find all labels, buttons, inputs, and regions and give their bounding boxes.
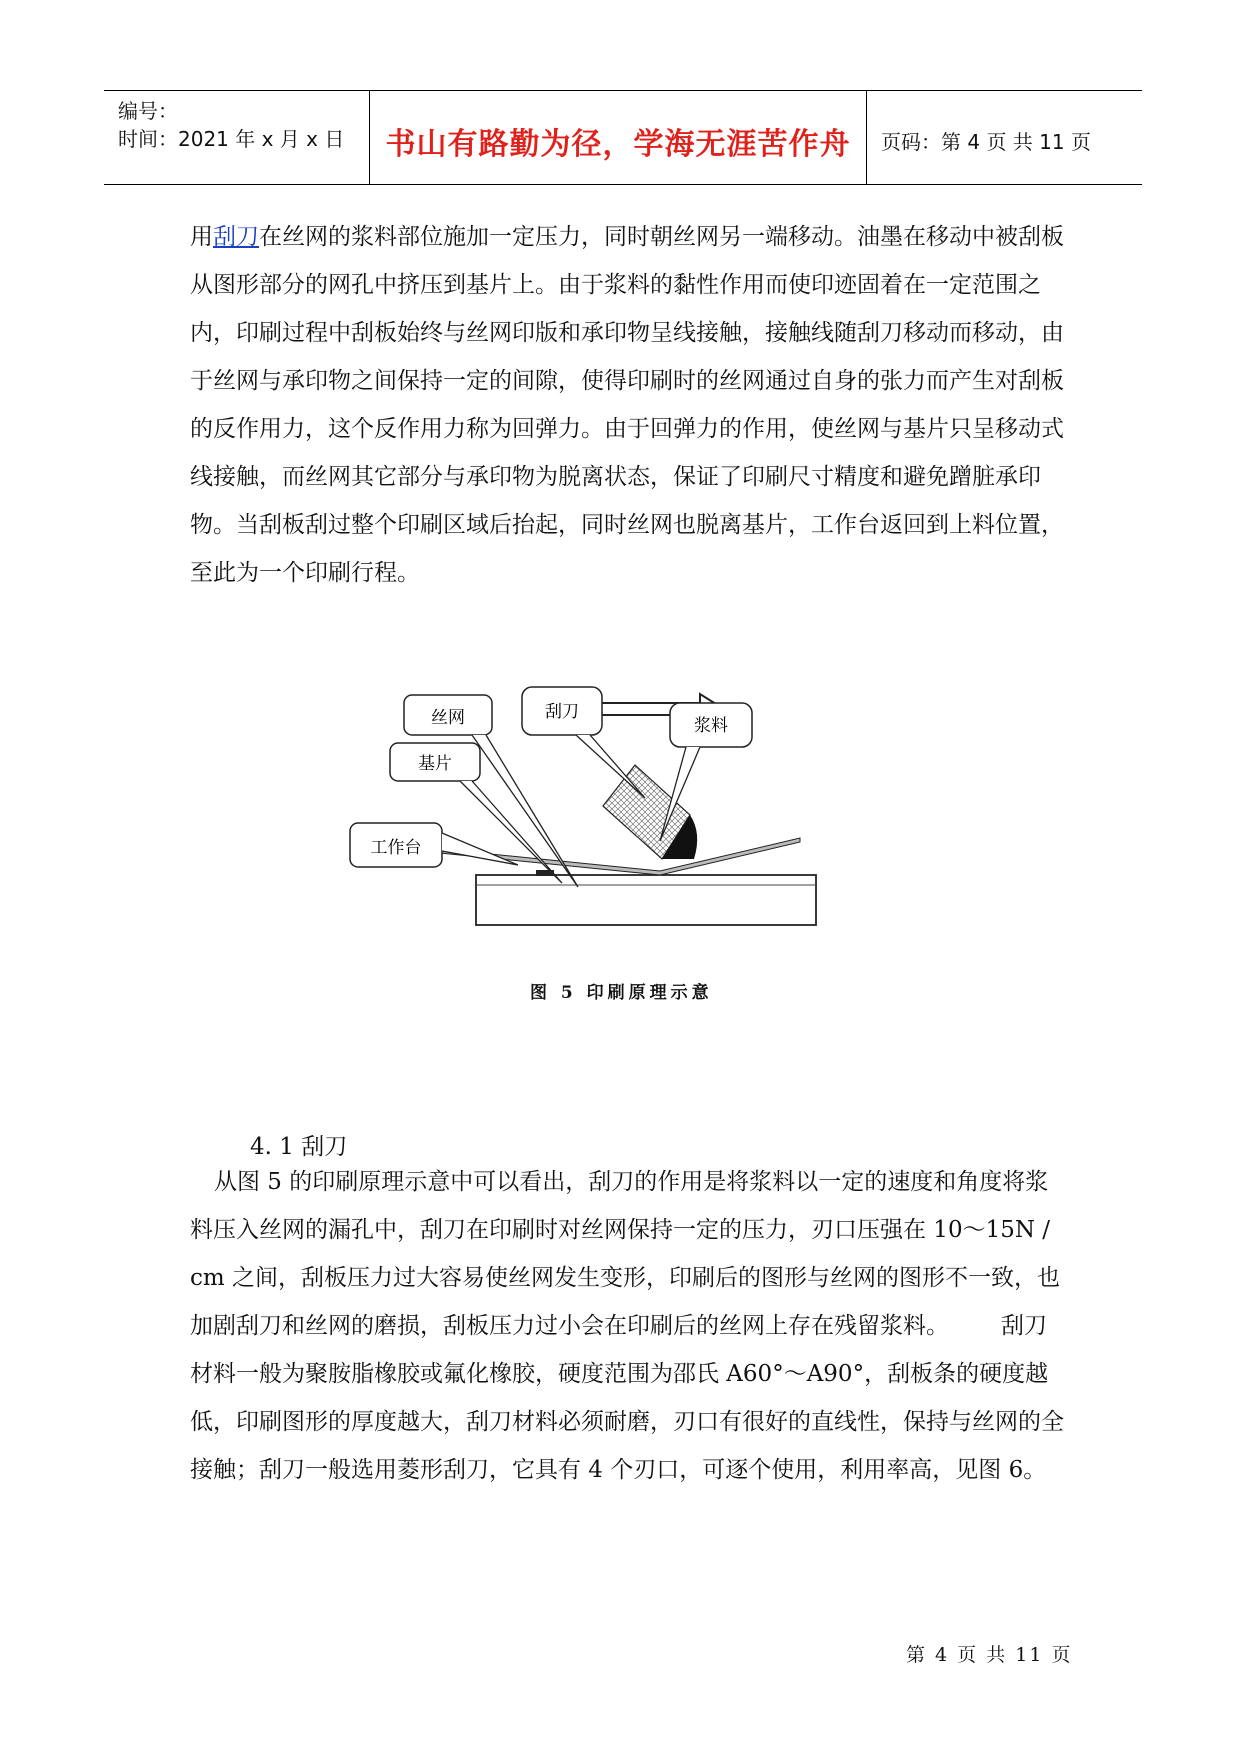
page-label: 页码：第 4 页 共 11 页 xyxy=(881,130,1091,154)
number-label: 编号： xyxy=(118,99,178,123)
screen-label: 丝网 xyxy=(431,708,465,728)
printing-principle-figure xyxy=(370,683,870,998)
para1-start: 用 xyxy=(190,224,213,250)
time-label: 时间：2021 年 x 月 x 日 xyxy=(118,127,345,151)
body-paragraph-2 xyxy=(190,1158,1068,1494)
work-table-label: 工作台 xyxy=(370,838,422,858)
motto: 书山有路勤为径，学海无涯苦作舟 xyxy=(385,127,851,162)
section-heading: 4. 1 刮刀 xyxy=(250,1134,348,1160)
printing-diagram xyxy=(370,683,870,998)
page-header xyxy=(104,90,1142,185)
header-motto-cell xyxy=(369,91,867,184)
para2-text: 从图 5 的印刷原理示意中可以看出，刮刀的作用是将浆料以一定的速度和角度将浆料压入丝网的漏孔中，刮刀在印刷时对丝网保持一定的压力，刃口压强在 10～15N / cm 之间，刮板压力过大容易使丝网发生变形，印刷后的图形与丝网的图形不一致，也加剧刮刀和丝网的磨损，刮板压力过小会在印刷后的丝网上存在残留浆料。 xyxy=(190,1169,1061,1339)
body-paragraph-1 xyxy=(190,213,1068,597)
para1-rest: 在丝网的浆料部位施加一定压力，同时朝丝网另一端移动。油墨在移动中被刮板从图形部分的网孔中挤压到基片上。由于浆料的黏性作用而使印迹固着在一定范围之内，印刷过程中刮板始终与丝网印版和承印物呈线接触，接触线随刮刀移动而移动，由于丝网与承印物之间保持一定的间隙，使得印刷时的丝网通过自身的张力而产生对刮板的反作用力，这个反作用力称为回弹力。由于回弹力的作用，使丝网与基片只呈移动式线接触，而丝网其它部分与承印物为脱离状态，保证了印刷尺寸精度和避免蹭脏承印物。当刮板刮过整个印刷区域后抬起，同时丝网也脱离基片，工作台返回到上料位置，至此为一个印刷行程。 xyxy=(190,224,1064,586)
work-table-shape xyxy=(476,875,816,925)
figure-caption: 图 5 印刷原理示意 xyxy=(530,983,713,1003)
header-info-cell xyxy=(104,91,369,184)
page-footer: 第 4 页 共 11 页 xyxy=(906,1644,1073,1666)
squeegee-link[interactable]: 刮刀 xyxy=(213,224,259,250)
header-page-cell xyxy=(867,91,1142,184)
squeegee-label: 刮刀 xyxy=(545,702,579,722)
substrate-label: 基片 xyxy=(418,754,452,774)
para2-text-b: 刮刀材料一般为聚胺脂橡胶或氟化橡胶，硬度范围为邵氏 A60°～A90°，刮板条的硬度越低，印刷图形的厚度越大，刮刀材料必须耐磨，刃口有很好的直线性，保持与丝网的全接触；刮刀一般选用菱形刮刀，它具有 4 个刃口，可逐个使用，利用率高，见图 6。 xyxy=(190,1313,1064,1483)
paste-label: 浆料 xyxy=(694,716,728,736)
